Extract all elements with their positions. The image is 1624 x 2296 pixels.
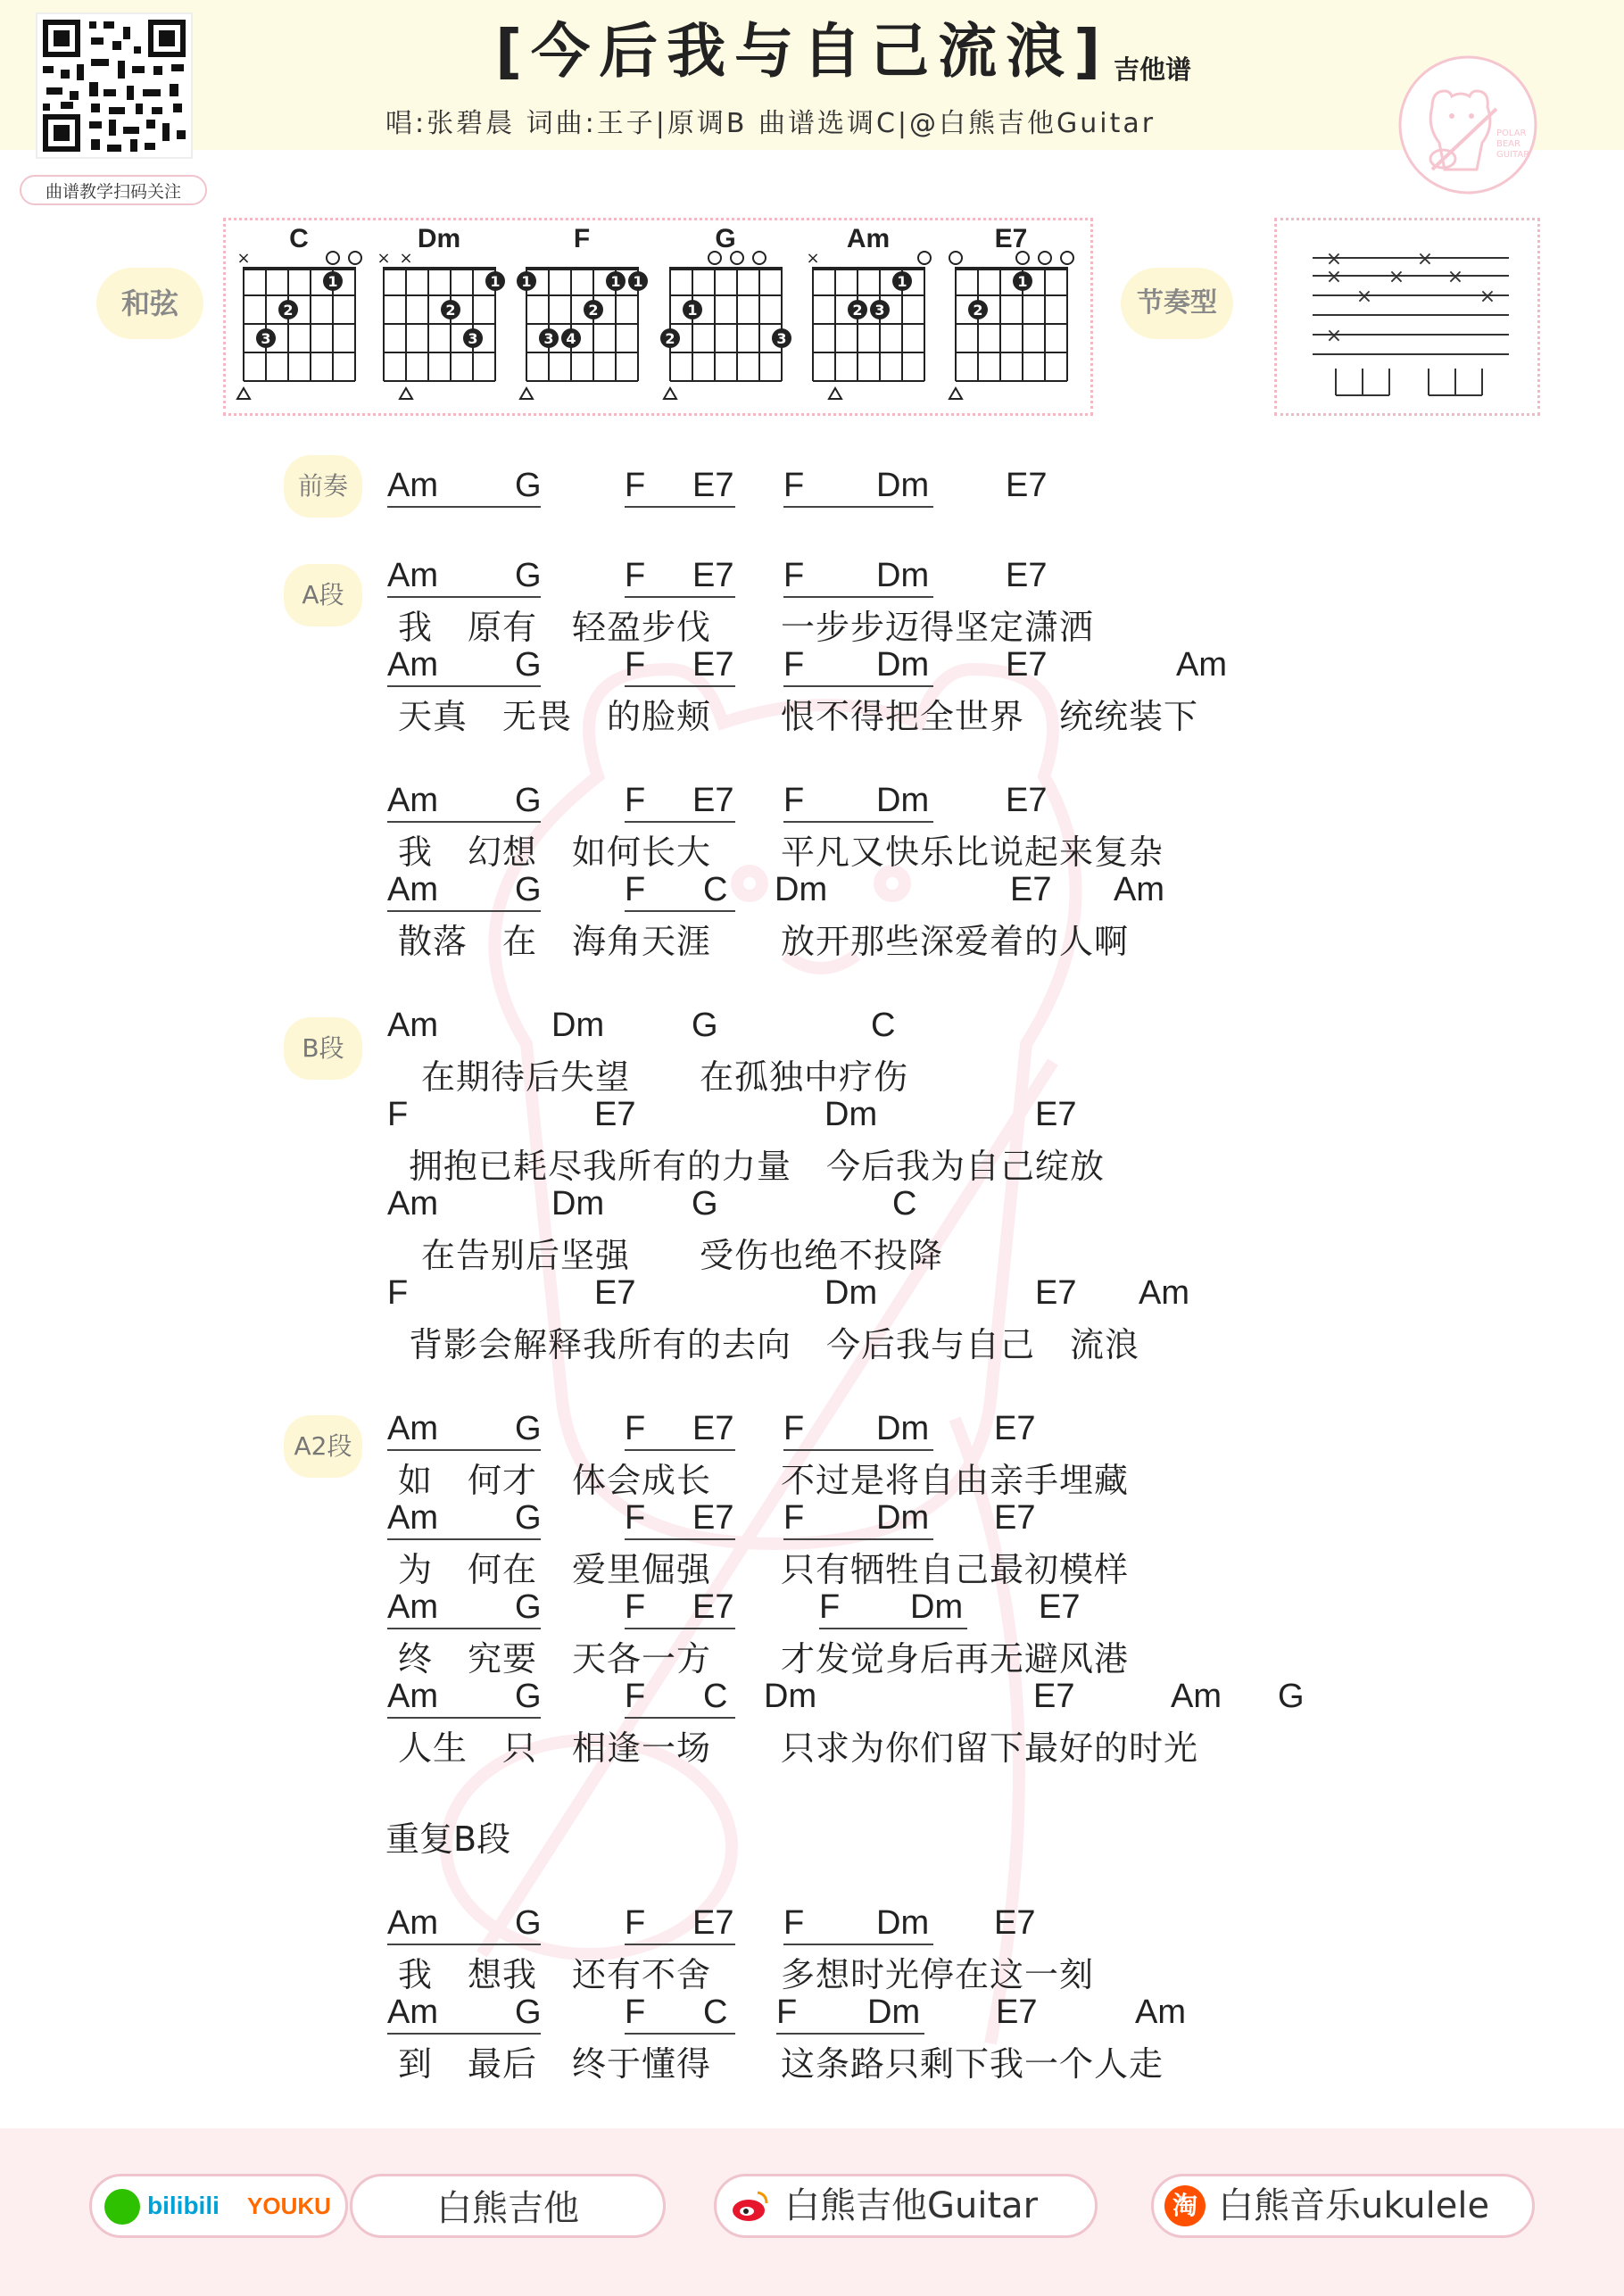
chord-symbol: C (703, 1678, 728, 1715)
lyric-line: 我 想我 还有不舍 多想时光停在这一刻 (398, 1955, 1095, 1994)
chord-symbol: G (515, 871, 542, 908)
chord-symbol: G (515, 1904, 542, 1942)
chord-symbol: Dm (551, 1185, 605, 1223)
weibo-account: 白熊吉他Guitar (784, 2185, 1039, 2226)
chord-name: E7 (994, 224, 1028, 253)
svg-text:×: × (1325, 325, 1343, 347)
rhythm-pattern-svg (1277, 220, 1537, 413)
lyric-line: 如 何才 体会成长 不过是将自由亲手埋藏 (398, 1461, 1130, 1500)
chord-symbol: G (1278, 1678, 1305, 1715)
chord-symbol: Dm (876, 646, 930, 684)
svg-text:2: 2 (588, 302, 599, 319)
chord-symbol: E7 (692, 1410, 734, 1447)
title-suffix: 吉他谱 (1114, 54, 1192, 85)
chord-symbol: F (819, 1588, 841, 1626)
lyric-line: 到 最后 终于懂得 这条路只剩下我一个人走 (398, 2044, 1164, 2084)
qr-code[interactable] (36, 12, 193, 159)
chord-symbol: Dm (910, 1588, 964, 1626)
logo-text-1: POLAR (1496, 128, 1527, 138)
svg-text:×: × (399, 249, 413, 268)
svg-text:×: × (377, 249, 391, 268)
chord-underline (783, 1449, 933, 1451)
chord-symbol: F (625, 1410, 646, 1447)
chord-symbol: E7 (692, 782, 734, 819)
taobao-pill[interactable] (1151, 2174, 1535, 2238)
chord-symbol: Am (1176, 646, 1227, 684)
chord-underline (387, 1538, 541, 1540)
chord-name: Dm (417, 224, 461, 253)
chord-symbol: E7 (1006, 782, 1048, 819)
chord-symbol: F (625, 1993, 646, 2031)
chord-symbol: Dm (824, 1096, 878, 1133)
chord-symbol: Dm (764, 1678, 817, 1715)
lyric-line: 人生 只 相逢一场 只求为你们留下最好的时光 (398, 1728, 1199, 1768)
bear-logo-icon (1396, 54, 1539, 196)
chord-underline (387, 910, 541, 912)
svg-text:2: 2 (973, 302, 983, 319)
chord-symbol: F (625, 1499, 646, 1537)
chord-underline (387, 1628, 541, 1629)
chord-symbol: Am (387, 1904, 438, 1942)
chord-symbol: F (625, 557, 646, 594)
svg-text:1: 1 (897, 273, 907, 290)
svg-text:3: 3 (776, 330, 787, 347)
svg-text:3: 3 (543, 330, 554, 347)
channel-pill[interactable]: 白熊吉他 (350, 2174, 666, 2238)
chord-diagram-e7 (949, 224, 1073, 399)
weibo-icon (729, 2184, 774, 2228)
chord-symbol: F (625, 646, 646, 684)
chord-symbol: Am (387, 1007, 438, 1044)
chord-symbol: Dm (551, 1007, 605, 1044)
chord-symbol: G (515, 557, 542, 594)
svg-text:4: 4 (566, 330, 576, 347)
chord-symbol: E7 (994, 1410, 1036, 1447)
chord-symbol: E7 (1035, 1274, 1077, 1312)
svg-text:×: × (806, 249, 820, 268)
chord-symbol: E7 (594, 1096, 636, 1133)
chord-symbol: F (783, 557, 805, 594)
chord-symbol: E7 (1035, 1096, 1077, 1133)
svg-text:×: × (1416, 248, 1434, 270)
chord-symbol: F (625, 1678, 646, 1715)
chord-diagrams-svg (226, 220, 1090, 413)
lyric-line: 终 究要 天各一方 才发觉身后再无避风港 (398, 1639, 1130, 1678)
bilibili-logo: bilibili (147, 2192, 220, 2219)
chord-underline (625, 506, 735, 508)
chord-diagram-g (660, 224, 791, 399)
chord-symbol: G (515, 646, 542, 684)
chord-symbol: Am (387, 1678, 438, 1715)
wechat-icon (104, 2189, 140, 2225)
chord-diagram-f (517, 224, 648, 399)
svg-text:×: × (1355, 286, 1373, 308)
lyric-line: 在期待后失望 在孤独中疗伤 (421, 1057, 909, 1097)
svg-text:×: × (1388, 266, 1405, 288)
chord-symbol: E7 (1010, 871, 1052, 908)
lyric-line: 散落 在 海角天涯 放开那些深爱着的人啊 (398, 922, 1130, 961)
chord-symbol: F (776, 1993, 798, 2031)
chord-symbol: F (625, 871, 646, 908)
svg-text:3: 3 (874, 302, 885, 319)
chord-underline (625, 1628, 735, 1629)
weibo-pill[interactable] (714, 2174, 1098, 2238)
chord-symbol: Dm (876, 782, 930, 819)
svg-text:1: 1 (1017, 273, 1028, 290)
chord-diagram-c (236, 224, 361, 399)
chord-underline (625, 596, 735, 598)
chord-underline (625, 910, 735, 912)
chord-symbol: F (783, 1410, 805, 1447)
chord-underline (625, 821, 735, 823)
section-label: B段 (284, 1017, 362, 1080)
chord-symbol: G (515, 1588, 542, 1626)
chord-symbol: E7 (692, 467, 734, 504)
chord-symbol: G (515, 1499, 542, 1537)
youku-logo: YOUKU (247, 2192, 331, 2219)
chord-symbol: E7 (692, 1904, 734, 1942)
chord-symbol: C (871, 1007, 896, 1044)
chord-symbol: Am (387, 1185, 438, 1223)
chord-symbol: E7 (1006, 557, 1048, 594)
chord-symbol: G (515, 782, 542, 819)
svg-text:1: 1 (687, 302, 698, 319)
section-label: A段 (284, 564, 362, 626)
chord-underline (625, 1944, 735, 1945)
lyric-line: 我 幻想 如何长大 平凡又快乐比说起来复杂 (398, 833, 1164, 872)
chord-symbol: F (625, 467, 646, 504)
chord-name: G (715, 224, 736, 253)
chord-diagram-dm (377, 224, 505, 399)
svg-text:2: 2 (852, 302, 863, 319)
chord-symbol: Am (1139, 1274, 1189, 1312)
chord-symbol: Dm (867, 1993, 921, 2031)
chord-symbol: F (783, 782, 805, 819)
chord-symbol: Am (387, 1993, 438, 2031)
chord-symbol: E7 (1039, 1588, 1081, 1626)
chord-symbol: Am (387, 1588, 438, 1626)
chord-underline (625, 685, 735, 687)
chord-symbol: Am (387, 1499, 438, 1537)
chord-symbol: G (692, 1007, 718, 1044)
chord-symbol: E7 (692, 557, 734, 594)
taobao-icon: 淘 (1164, 2185, 1206, 2226)
chord-symbol: Am (1135, 1993, 1186, 2031)
chord-symbol: F (625, 1588, 646, 1626)
polar-bear-guitar-logo (1396, 54, 1539, 196)
chord-symbol: Am (387, 467, 438, 504)
chord-underline (387, 1449, 541, 1451)
chord-symbol: C (703, 871, 728, 908)
chord-symbol: G (515, 1993, 542, 2031)
chord-underline (783, 685, 933, 687)
chord-symbol: Dm (824, 1274, 878, 1312)
chord-symbol: Dm (876, 557, 930, 594)
chord-underline (625, 2033, 735, 2035)
chord-underline (625, 1538, 735, 1540)
qr-caption: 曲谱教学扫码关注 (20, 175, 207, 205)
chord-symbol: E7 (692, 1588, 734, 1626)
svg-text:3: 3 (468, 330, 478, 347)
chord-underline (387, 685, 541, 687)
lyric-line: 我 原有 轻盈步伐 一步步迈得坚定潇洒 (398, 608, 1095, 647)
chord-underline (776, 2033, 924, 2035)
svg-text:×: × (1479, 286, 1496, 308)
chord-symbol: Am (387, 646, 438, 684)
svg-text:2: 2 (283, 302, 294, 319)
chord-underline (387, 1944, 541, 1945)
chord-symbol: F (783, 1904, 805, 1942)
chord-symbol: F (783, 467, 805, 504)
chord-underline (387, 1717, 541, 1719)
lyric-line: 为 何在 爱里倔强 只有牺牲自己最初模样 (398, 1550, 1130, 1589)
chord-diagram-am (806, 224, 931, 399)
chord-symbol: F (387, 1096, 409, 1133)
chord-underline (783, 1944, 933, 1945)
svg-text:×: × (1446, 266, 1464, 288)
svg-text:1: 1 (610, 273, 621, 290)
chords-label: 和弦 (96, 268, 203, 339)
chord-name: Am (846, 224, 891, 253)
chord-symbol: Dm (876, 1410, 930, 1447)
chord-diagrams (223, 218, 1093, 416)
lyric-line: 拥抱已耗尽我所有的力量 今后我为自己绽放 (409, 1147, 1106, 1186)
chord-name: F (573, 224, 591, 253)
song-credits: 唱:张碧晨 词曲:王子|原调B 曲谱选调C|@白熊吉他Guitar (385, 108, 1156, 139)
chord-symbol: Dm (775, 871, 828, 908)
chord-symbol: Dm (876, 1499, 930, 1537)
chord-symbol: Am (387, 782, 438, 819)
chord-symbol: Am (387, 871, 438, 908)
svg-text:1: 1 (327, 273, 338, 290)
chord-symbol: F (783, 1499, 805, 1537)
rhythm-label: 节奏型 (1121, 268, 1233, 339)
chord-symbol: E7 (994, 1499, 1036, 1537)
chord-symbol: E7 (994, 1904, 1036, 1942)
chord-underline (783, 596, 933, 598)
chord-underline (783, 821, 933, 823)
chord-symbol: G (515, 1410, 542, 1447)
chord-symbol: G (515, 1678, 542, 1715)
lyric-line: 背影会解释我所有的去向 今后我与自己 流浪 (409, 1325, 1140, 1364)
chord-underline (819, 1628, 967, 1629)
svg-text:1: 1 (521, 273, 532, 290)
chord-underline (783, 506, 933, 508)
logo-text-3: GUITAR (1496, 150, 1530, 160)
chord-symbol: G (692, 1185, 718, 1223)
chord-symbol: F (625, 782, 646, 819)
chord-symbol: Dm (876, 1904, 930, 1942)
chord-symbol: E7 (594, 1274, 636, 1312)
chord-symbol: E7 (1033, 1678, 1075, 1715)
video-platforms-badge[interactable] (89, 2174, 348, 2238)
taobao-account: 白熊音乐ukulele (1218, 2185, 1490, 2226)
chord-underline (387, 506, 541, 508)
svg-text:×: × (1325, 248, 1343, 270)
chord-symbol: C (703, 1993, 728, 2031)
chord-underline (387, 821, 541, 823)
svg-text:2: 2 (665, 330, 675, 347)
chord-symbol: Dm (876, 467, 930, 504)
chord-symbol: F (625, 1904, 646, 1942)
svg-text:1: 1 (633, 273, 643, 290)
lyric-line: 天真 无畏 的脸颊 恨不得把全世界 统统装下 (398, 697, 1199, 736)
svg-text:×: × (1325, 266, 1343, 288)
svg-text:3: 3 (261, 330, 271, 347)
chord-underline (625, 1717, 735, 1719)
rhythm-pattern (1274, 218, 1540, 416)
chord-symbol: E7 (1006, 467, 1048, 504)
section-label: 前奏 (284, 455, 362, 518)
chord-symbol: Am (1114, 871, 1164, 908)
lyric-line: 在告别后坚强 受伤也绝不投降 (421, 1236, 944, 1275)
chord-symbol: G (515, 467, 542, 504)
chord-symbol: Am (1171, 1678, 1222, 1715)
chord-symbol: F (783, 646, 805, 684)
chord-symbol: E7 (692, 1499, 734, 1537)
section-label: A2段 (284, 1415, 362, 1478)
chord-underline (783, 1538, 933, 1540)
svg-text:2: 2 (445, 302, 456, 319)
chord-symbol: E7 (996, 1993, 1038, 2031)
chord-symbol: E7 (1006, 646, 1048, 684)
chord-symbol: C (892, 1185, 917, 1223)
chord-name: C (289, 224, 309, 253)
repeat-instruction: 重复B段 (385, 1819, 511, 1859)
logo-text-2: BEAR (1496, 139, 1520, 149)
qr-code-image (37, 14, 191, 157)
chord-symbol: F (387, 1274, 409, 1312)
chord-underline (625, 1449, 735, 1451)
chord-symbol: Am (387, 557, 438, 594)
chord-underline (387, 596, 541, 598)
svg-text:1: 1 (490, 273, 501, 290)
chord-underline (387, 2033, 541, 2035)
song-title: [今后我与自己流浪] (495, 17, 1110, 86)
chord-symbol: Am (387, 1410, 438, 1447)
chord-symbol: E7 (692, 646, 734, 684)
svg-text:×: × (236, 249, 251, 268)
